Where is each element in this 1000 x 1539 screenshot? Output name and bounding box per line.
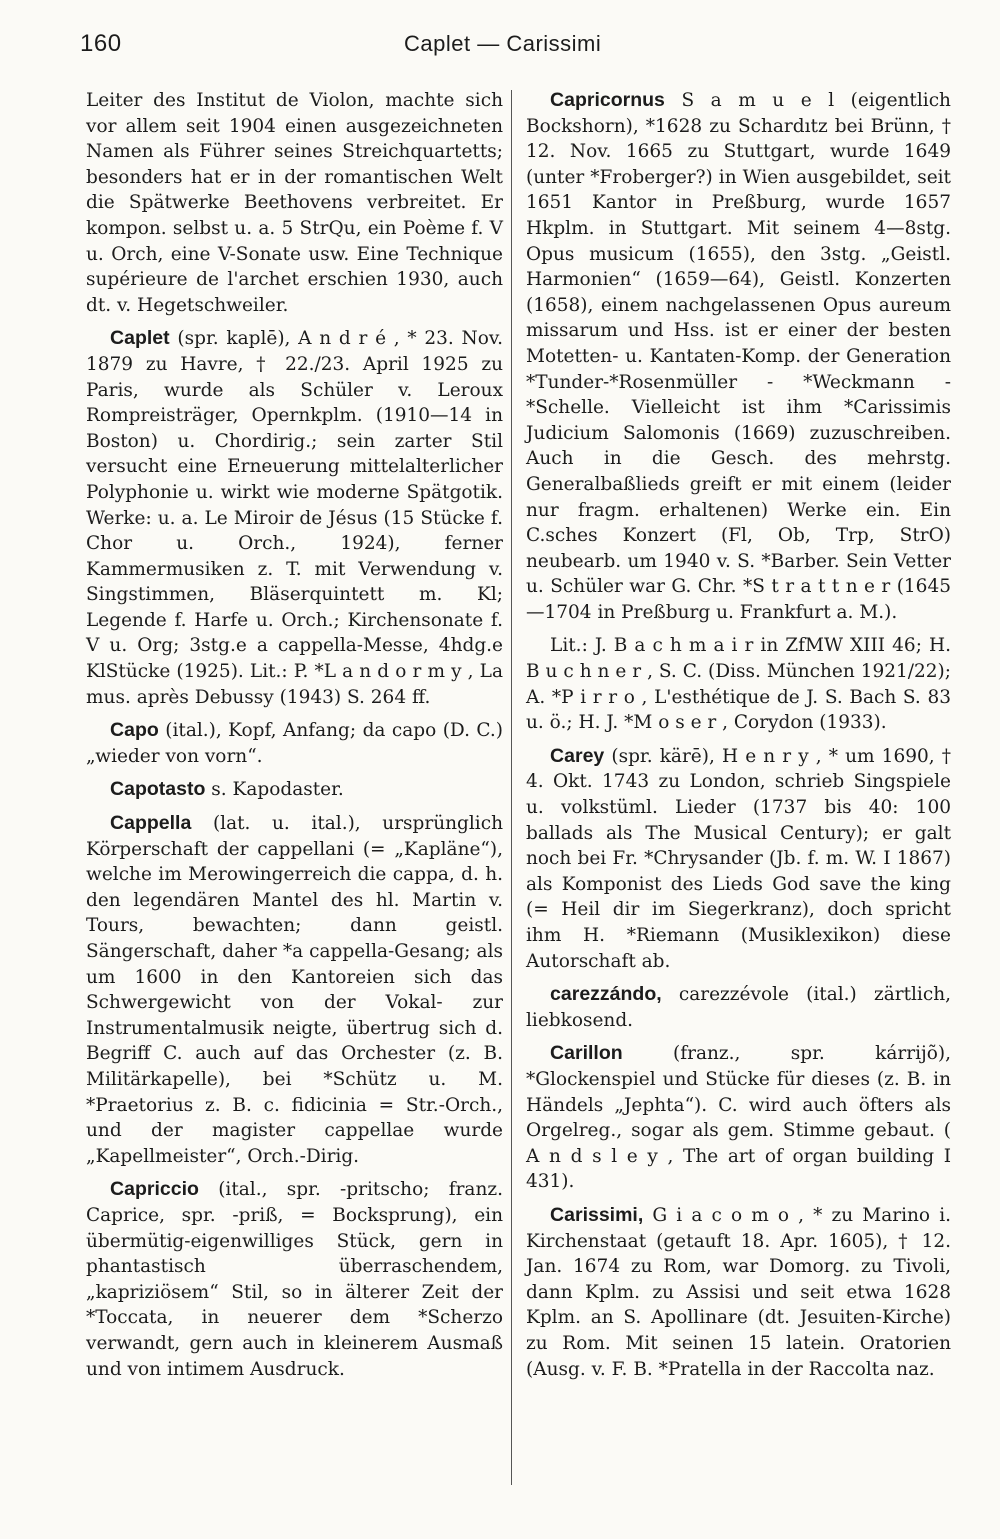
- headword: Carey: [550, 744, 605, 767]
- entry-carissimi: [526, 1203, 951, 1382]
- entry-carezzando: [526, 982, 951, 1033]
- headword: Capriccio: [110, 1178, 199, 1201]
- left-column: [86, 88, 503, 1390]
- entry-text: (franz., spr. kárrijõ), *Glockenspiel und Stücke für dieses (z. B. in Händels „Jephta“). C. wird auch öfters als Orgelreg., sogar als gem. Stimme gebaut. ( A n d s l e y , The art of organ building I 431).: [526, 1043, 951, 1193]
- entry-continuation: [86, 88, 503, 318]
- running-head: Caplet — Carissimi: [404, 31, 602, 56]
- entry-text: s. Kapodaster.: [211, 779, 344, 801]
- entry-capricornus: [526, 88, 951, 625]
- headword: Capricornus: [550, 89, 665, 111]
- entry-capriccio: [86, 1177, 503, 1382]
- entry-text: Leiter des Institut de Violon, machte sich vor allem seit 1904 einen ausgezeichneten Namen als Führer seines Streichquartetts; besonders hat er in der romantischen Welt die Spätwerke Beethovens verbreitet. Er kompon. selbst u. a. 5 StrQu, ein Poème f. V u. Orch, eine V-Sonate usw. Eine Technique supérieure de l'archet erschien 1930, auch dt. v. Hegetschweiler.: [86, 90, 503, 316]
- headword: Cappella: [110, 812, 192, 835]
- entry-text: G i a c o m o , * zu Marino i. Kirchenstaat (getauft 18. Apr. 1605), † 12. Jan. 1674 zu Rom, war Domorg. zu Tivoli, dann Kplm. zu Assisi und seit etwa 1628 Kplm. an S. Apollinare (dt. Jesuiten-Kirche) zu Rom. Mit seinen 15 latein. Oratorien (Ausg. v. F. B. *Pratella in der Raccolta naz.: [526, 1204, 951, 1380]
- column-divider: [511, 90, 512, 1485]
- entry-cappella: [86, 811, 503, 1169]
- headword: Caplet: [110, 327, 170, 350]
- headword: carezzándo,: [550, 983, 662, 1006]
- entry-capotasto: [86, 777, 503, 803]
- entry-capo: [86, 718, 503, 769]
- entry-text: (ital., spr. -pritscho; franz. Caprice, spr. -priß, = Bocksprung), ein übermütig-eigenwilliges Stück, gern in phantastisch überraschendem, „kapriziösem“ Stil, so in älterer Zeit der *Toccata, in neuerer dem *Scherzo verwandt, gern auch in kleinerem Ausmaß und von intimem Ausdruck.: [86, 1179, 504, 1380]
- entry-text: (lat. u. ital.), ursprünglich Körperschaft der cappellani (= „Kapläne“), welche im Merowingerreich die cappa, d. h. den legendären Mantel des hl. Martin v. Tours, bewachten; dann geistl. Sängerschaft, daher *a cappella-Gesang; als um 1600 in den Kantoreien sich das Schwergewicht von der Vokal- zur Instrumentalmusik neigte, übertrug sich d. Begriff C. auch auf das Orchester (z. B. Militärkapelle), bei *Schütz u. M. *Praetorius z. B. c. fidicinia = Str.-Orch., und der magister cappellae wurde „Kapellmeister“, Orch.-Dirig.: [86, 813, 503, 1167]
- entry-literature: [526, 633, 951, 735]
- headword: Carissimi,: [550, 1203, 644, 1226]
- headword: Capotasto: [110, 778, 206, 801]
- entry-text: S a m u e l (eigentlich Bockshorn), *1628 zu Schardıtz bei Brünn, † 12. Nov. 1665 zu Stuttgart, wurde 1649 (unter *Froberger?) in Wien ausgebildet, seit 1651 Kantor in Preßburg, wurde 1657 Hkplm. in Stuttgart. Mit seinem 4—8stg. Opus musicum (1655), den 3stg. „Geistl. Harmonien“ (1659—64), Geistl. Konzerten (1658), einem nachgelassenen Opus aureum missarum und Hss. ist er einer der besten Motetten- u. Kantaten-Komp. der Generation *Tunder-*Rosenmüller - *Weckmann - *Schelle. Vielleicht ist ihm *Carissimis Judicium Salomonis (1669) zuzuschreiben. Auch in die Gesch. des mehrstg. Generalbaßlieds greift er mit einem (leider nur fragm. erhaltenen) Werke ein. Ein C.sches Konzert (Fl, Ob, Trp, StrO) neubearb. um 1940 v. S. *Barber. Sein Vetter u. Schüler war G. Chr. *S t r a t t n e r (1645—1704 in Preßburg u. Frankfurt a. M.).: [526, 90, 951, 623]
- entry-text: carezzévole (ital.) zärtlich, liebkosend.: [526, 984, 951, 1031]
- entry-text: (spr. kärē), H e n r y , * um 1690, † 4. Okt. 1743 zu London, schrieb Singspiele u. volkstüml. Lieder (1737 bis 40: 100 ballads als The Musical Century); er galt noch bei Fr. *Chrysander (Jb. f. m. W. I 1867) als Komponist des Lieds God save the king (= Heil dir im Siegerkranz), doch spricht ihm H. *Riemann (Musiklexikon) diese Autorschaft ab.: [526, 745, 951, 972]
- entry-text: Lit.: J. B a c h m a i r in ZfMW XIII 46; H. B u c h n e r , S. C. (Diss. München 1921/22); A. *P i r r o , L'esthétique de J. S. Bach S. 83 u. ö.; H. J. *M o s e r , Corydon (1933).: [526, 635, 951, 734]
- entry-caplet: [86, 326, 503, 710]
- entry-text: (ital.), Kopf, Anfang; da capo (D. C.) „wieder von vorn“.: [86, 720, 503, 767]
- page-number: 160: [80, 30, 122, 57]
- entry-carillon: [526, 1041, 951, 1195]
- entry-carey: [526, 744, 951, 974]
- entry-text: (spr. kaplē), A n d r é , * 23. Nov. 1879 zu Havre, † 22./23. April 1925 zu Paris, wurde als Schüler v. Leroux Rompreisträger, Opernkplm. (1910—14 in Boston) u. Chordirig.; sein zarter Stil versucht eine Erneuerung mittelalterlicher Polyphonie u. wirkt wie moderne Spätgotik. Werke: u. a. Le Miroir de Jésus (15 Stücke f. Chor u. Orch., 1924), ferner Kammermusiken z. T. mit Verwendung v. Singstimmen, Bläserquintett m. Kl; Legende f. Harfe u. Orch.; Kirchensonate f. V u. Org; 3stg.e a cappella-Messe, 4hdg.e KlStücke (1925). Lit.: P. *L a n d o r m y , La mus. après Debussy (1943) S. 264 ff.: [86, 328, 503, 708]
- headword: Capo: [110, 719, 159, 742]
- headword: Carillon: [550, 1042, 623, 1065]
- right-column: [526, 88, 951, 1390]
